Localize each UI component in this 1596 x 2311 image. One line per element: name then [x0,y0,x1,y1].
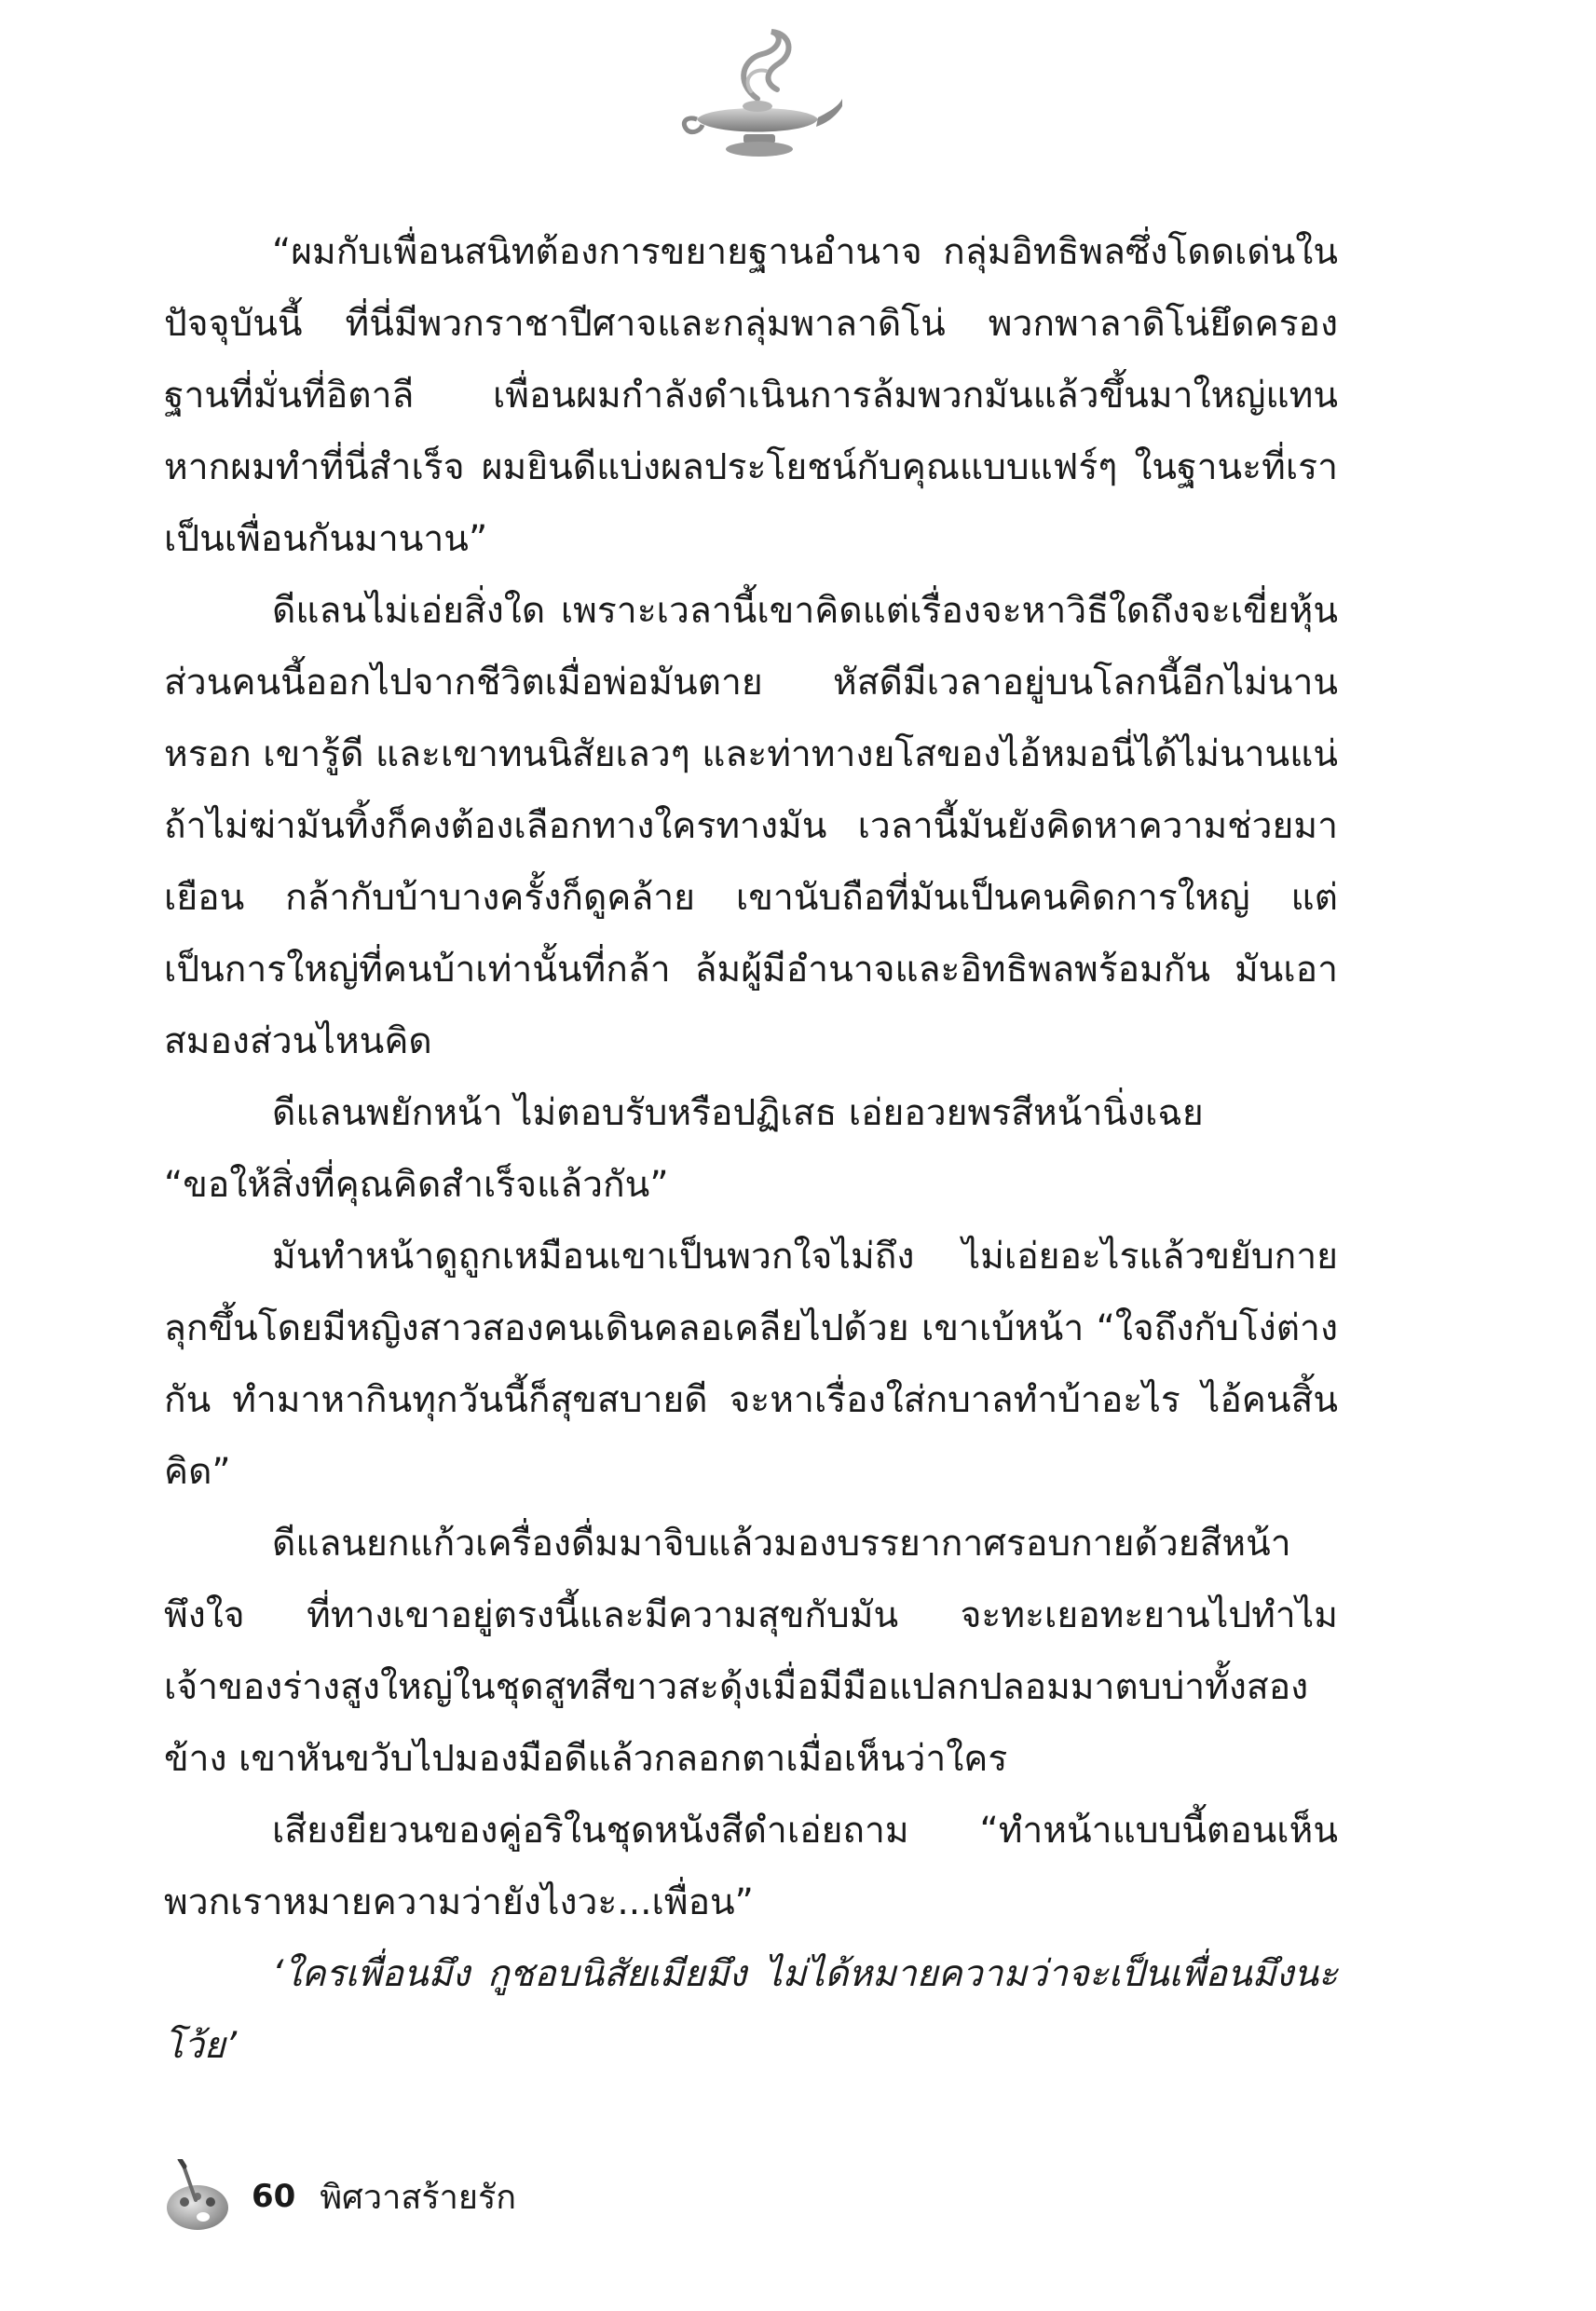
paragraph: เสียงยียวนของคู่อริในชุดหนังสีดำเอ่ยถาม “ทำหน้าแบบนี้ตอนเห็นพวกเราหมายความว่ายังไงวะ...เพื่อน” [164,1810,1338,1923]
page-footer [164,2154,516,2238]
paragraph: ดีแลนยกแก้วเครื่องดื่มมาจิบแล้วมองบรรยากาศรอบกายด้วยสีหน้าพึงใจ ที่ทางเขาอยู่ตรงนี้และมีความสุขกับมัน จะทะเยอทะยานไปทำไม เจ้าของร่างสูงใหญ่ในชุดสูทสีขาวสะดุ้งเมื่อมีมือแปลกปลอมมาตบบ่าทั้งสองข้าง เขาหันขวับไปมองมือดีแล้วกลอกตาเมื่อเห็นว่าใคร [164,1523,1338,1780]
paragraph: ดีแลนไม่เอ่ยสิ่งใด เพราะเวลานี้เขาคิดแต่เรื่องจะหาวิธีใดถึงจะเขี่ยหุ้นส่วนคนนี้ออกไปจากชีวิตเมื่อพ่อมันตาย หัสดีมีเวลาอยู่บนโลกนี้อีกไม่นานหรอก เขารู้ดี และเขาทนนิสัยเลวๆ และท่าทางยโสของไอ้หมอนี่ได้ไม่นานแน่ ถ้าไม่ฆ่ามันทิ้งก็คงต้องเลือกทางใครทางมัน เวลานี้มันยังคิดหาความช่วยมาเยือน กล้ากับบ้าบางครั้งก็ดูคล้าย เขานับถือที่มันเป็นคนคิดการใหญ่ แต่เป็นการใหญ่ที่คนบ้าเท่านั้นที่กล้า ล้มผู้มีอำนาจและอิทธิพลพร้อมกัน มันเอาสมองส่วนไหนคิด [164,590,1338,1062]
paragraph: “ผมกับเพื่อนสนิทต้องการขยายฐานอำนาจ กลุ่มอิทธิพลซึ่งโดดเด่นในปัจจุบันนี้ ที่นี่มีพวกราชาปีศาจและกลุ่มพาลาดิโน่ พวกพาลาดิโน่ยึดครองฐานที่มั่นที่อิตาลี เพื่อนผมกำลังดำเนินการล้มพวกมันแล้วขึ้นมาใหญ่แทน หากผมทำที่นี่สำเร็จ ผมยินดีแบ่งผลประโยชน์กับคุณแบบแฟร์ๆ ในฐานะที่เราเป็นเพื่อนกันมานาน” [164,231,1338,560]
paragraph-italic: ‘ใครเพื่อนมึง กูชอบนิสัยเมียมึง ไม่ได้หมายความว่าจะเป็นเพื่อนมึงนะโว้ย’ [164,1953,1338,2067]
paragraph: “ขอให้สิ่งที่คุณคิดสำเร็จแล้วกัน” [164,1164,669,1206]
paragraph: ดีแลนพยักหน้า ไม่ตอบรับหรือปฏิเสธ เอ่ยอวยพรสีหน้านิ่งเฉย [272,1092,1204,1134]
paragraph: มันทำหน้าดูถูกเหมือนเขาเป็นพวกใจไม่ถึง ไม่เอ่ยอะไรแล้วขยับกายลุกขึ้นโดยมีหญิงสาวสองคนเดินคลอเคลียไปด้วย เขาเบ้หน้า “ใจถึงกับโง่ต่างกัน ทำมาหากินทุกวันนี้ก็สุขสบายดี จะหาเรื่องใส่กบาลทำบ้าอะไร ไอ้คนสิ้นคิด” [164,1236,1338,1493]
book-title: พิศวาสร้ายรัก [320,2178,517,2217]
body-text [164,216,1338,2082]
genie-lamp-icon [669,26,846,166]
palette-brush-icon [164,2159,231,2234]
page-number: 60 [252,2178,296,2215]
